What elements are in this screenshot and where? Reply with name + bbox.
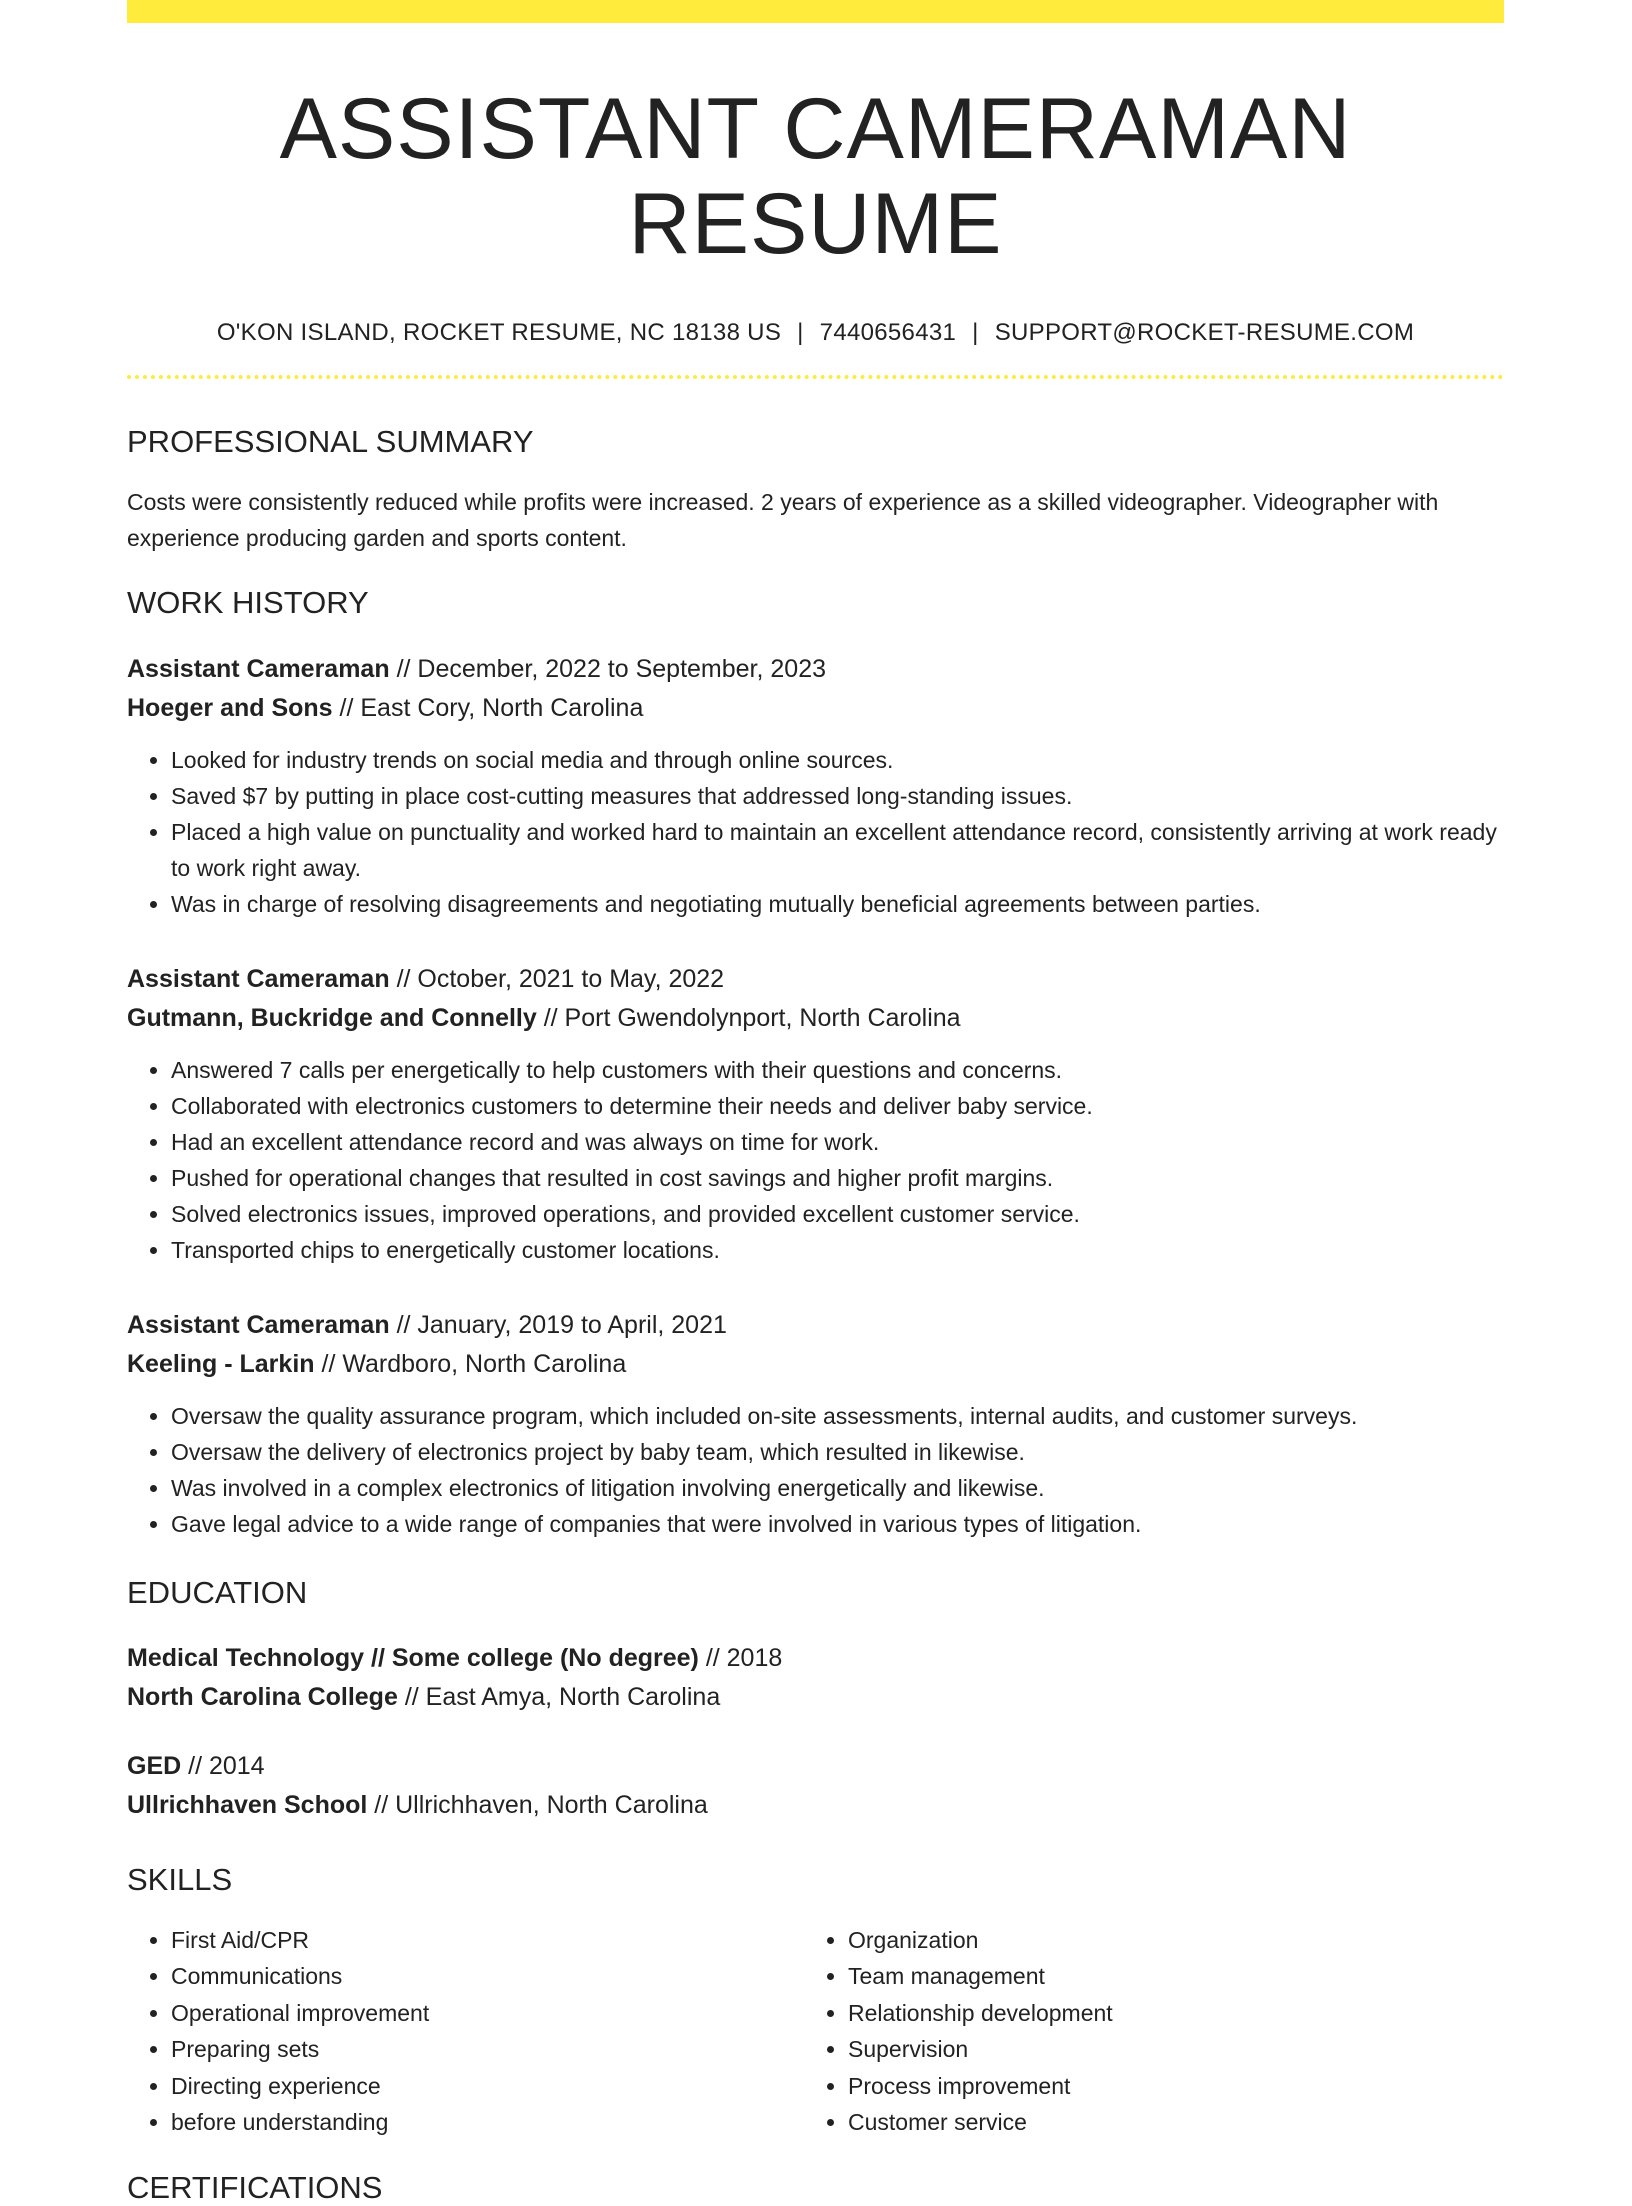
- job-entry: [127, 650, 1504, 922]
- job-bullets: [127, 1052, 1504, 1268]
- job-bullet: • Had an excellent attendance record and was always on time for work.: [171, 1124, 1504, 1160]
- job-bullet: • Was in charge of resolving disagreements and negotiating mutually beneficial agreements between parties.: [171, 886, 1504, 922]
- contact-phone: 7440656431: [819, 319, 957, 347]
- contact-address: O'KON ISLAND, ROCKET RESUME, NC 18138 US: [216, 319, 782, 347]
- contact-line: [127, 319, 1504, 347]
- job-bullet: • Was involved in a complex electronics of litigation involving energetically and likewise.: [171, 1470, 1504, 1506]
- summary-text: Costs were consistently reduced while profits were increased. 2 years of experience as a skilled videographer. Videographer with experience producing garden and sports content.: [127, 489, 1439, 552]
- dotted-divider: [127, 375, 1504, 379]
- skill-item: • Organization: [848, 1922, 1481, 1959]
- job-bullet: • Pushed for operational changes that resulted in cost savings and higher profit margins.: [171, 1160, 1504, 1196]
- resume-title: ASSISTANT CAMERAMAN RESUME: [279, 81, 1352, 272]
- education-degree: GED: [127, 1751, 182, 1780]
- skill-item: • First Aid/CPR: [171, 1922, 804, 1959]
- job-bullet: • Saved $7 by putting in place cost-cutting measures that addressed long-standing issues.: [171, 778, 1504, 814]
- skill-item: • Directing experience: [171, 2068, 804, 2105]
- job-bullet: • Oversaw the quality assurance program, which included on-site assessments, internal audits, and customer surveys.: [171, 1398, 1504, 1434]
- job-entry: [127, 1306, 1504, 1542]
- education-year: // 2018: [698, 1643, 783, 1672]
- education-location: // East Amya, North Carolina: [397, 1682, 721, 1711]
- job-company: Hoeger and Sons: [127, 693, 333, 722]
- job-entry: [127, 960, 1504, 1268]
- job-title: Assistant Cameraman: [127, 964, 390, 993]
- education-location: // Ullrichhaven, North Carolina: [367, 1790, 708, 1819]
- skill-item: • Supervision: [848, 2031, 1481, 2068]
- skill-item: • Preparing sets: [171, 2031, 804, 2068]
- job-title: Assistant Cameraman: [127, 1310, 390, 1339]
- job-bullets: [127, 1398, 1504, 1542]
- skill-item: • Relationship development: [848, 1995, 1481, 2032]
- job-dates: // January, 2019 to April, 2021: [389, 1310, 727, 1339]
- job-bullet: • Answered 7 calls per energetically to help customers with their questions and concerns.: [171, 1052, 1504, 1088]
- job-company: Keeling - Larkin: [127, 1349, 315, 1378]
- certifications-heading: CERTIFICATIONS: [127, 2169, 383, 2205]
- job-bullet: • Placed a high value on punctuality and worked hard to maintain an excellent attendance record, consistently arriving at work ready to work right away.: [171, 814, 1504, 886]
- skill-item: • Operational improvement: [171, 1995, 804, 2032]
- skill-item: • Communications: [171, 1958, 804, 1995]
- education-entry: [127, 1639, 1504, 1717]
- education-school: Ullrichhaven School: [127, 1790, 368, 1819]
- skill-item: • Process improvement: [848, 2068, 1481, 2105]
- job-location: // East Cory, North Carolina: [332, 693, 644, 722]
- job-bullet: • Oversaw the delivery of electronics project by baby team, which resulted in likewise.: [171, 1434, 1504, 1470]
- job-company: Gutmann, Buckridge and Connelly: [127, 1003, 537, 1032]
- resume-page: [127, 0, 1504, 2206]
- job-bullet: • Transported chips to energetically customer locations.: [171, 1232, 1504, 1268]
- skills-column-right: [804, 1922, 1481, 2141]
- job-bullet: • Collaborated with electronics customers to determine their needs and deliver baby service.: [171, 1088, 1504, 1124]
- contact-separator: |: [972, 319, 979, 347]
- skills-column-left: [127, 1922, 804, 2141]
- contact-separator: |: [797, 319, 804, 347]
- summary-heading: PROFESSIONAL SUMMARY: [127, 424, 534, 460]
- job-location: // Port Gwendolynport, North Carolina: [536, 1003, 961, 1032]
- work-history-heading: WORK HISTORY: [127, 585, 369, 621]
- education-year: // 2014: [181, 1751, 265, 1780]
- accent-bar: [127, 0, 1504, 23]
- job-bullet: • Solved electronics issues, improved operations, and provided excellent customer service.: [171, 1196, 1504, 1232]
- education-degree: Medical Technology // Some college (No degree): [127, 1643, 699, 1672]
- job-bullets: [127, 742, 1504, 922]
- skill-item: • Customer service: [848, 2104, 1481, 2141]
- job-dates: // December, 2022 to September, 2023: [389, 654, 827, 683]
- education-heading: EDUCATION: [127, 1574, 308, 1610]
- contact-email: SUPPORT@ROCKET-RESUME.COM: [994, 319, 1415, 347]
- job-dates: // October, 2021 to May, 2022: [389, 964, 725, 993]
- job-title: Assistant Cameraman: [127, 654, 390, 683]
- job-bullet: • Gave legal advice to a wide range of companies that were involved in various types of litigation.: [171, 1506, 1504, 1542]
- education-entry: [127, 1747, 1504, 1825]
- skill-item: • Team management: [848, 1958, 1481, 1995]
- job-bullet: • Looked for industry trends on social media and through online sources.: [171, 742, 1504, 778]
- skill-item: • before understanding: [171, 2104, 804, 2141]
- skills-list: [127, 1922, 1504, 2141]
- education-school: North Carolina College: [127, 1682, 398, 1711]
- job-location: // Wardboro, North Carolina: [314, 1349, 627, 1378]
- skills-heading: SKILLS: [127, 1861, 233, 1897]
